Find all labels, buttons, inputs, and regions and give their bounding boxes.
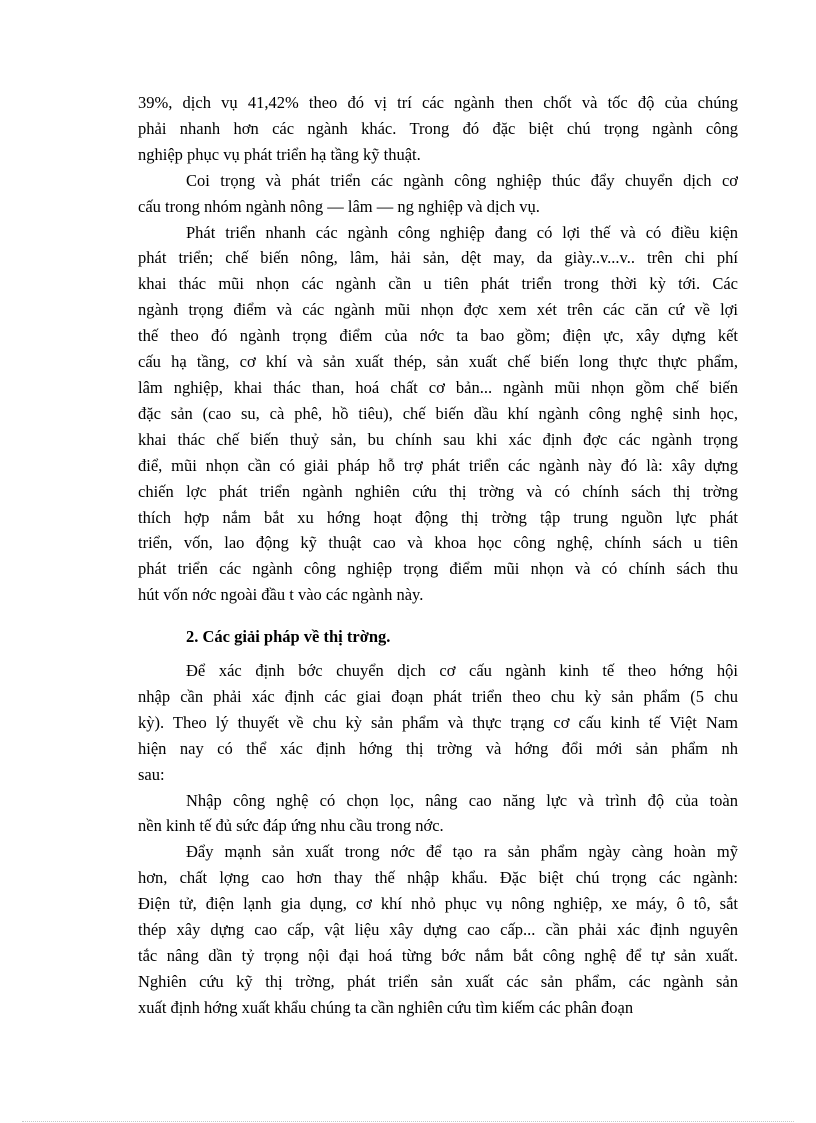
text-line: tắc nâng dần tỷ trọng nội đại hoá từng bớc nắm bắt công nghệ để tự sản xuất. — [138, 946, 738, 965]
text-line: cấu hạ tầng, cơ khí và sản xuất thép, sản xuất chế biến long thực thực phẩm, — [138, 352, 738, 372]
text-line: Nhập công nghệ có chọn lọc, nâng cao năng lực và trình độ của toàn — [186, 790, 738, 810]
text-line: ngành trọng điểm và các ngành mũi nhọn đợc xem xét trên các căn cứ về lợi — [138, 300, 738, 320]
text-line: đặc sản (cao su, cà phê, hồ tiêu), chế biến dầu khí ngành công nghệ sinh học, — [138, 403, 738, 423]
top-paragraphs — [138, 90, 738, 608]
text-line: điể, mũi nhọn cần có giải pháp hỗ trợ phát triển các ngành này đó là: xây dựng — [138, 455, 738, 475]
text-line: hiện nay có thể xác định hớng thị trờng và hớng đổi mới sản phẩm nh — [138, 738, 738, 758]
text-line: Phát triển nhanh các ngành công nghiệp đang có lợi thế và có điều kiện — [186, 222, 738, 242]
text-line: nền kinh tế đủ sức đáp ứng nhu cầu trong nớc. — [138, 816, 444, 836]
text-line: Điện tử, điện lạnh gia dụng, cơ khí nhỏ phục vụ nông nghiệp, xe máy, ô tô, sắt — [138, 894, 738, 914]
text-line: lâm nghiệp, khai thác than, hoá chất cơ bản... ngành mũi nhọn gồm chế biến — [138, 377, 738, 397]
document-body — [138, 90, 738, 1021]
page-bottom-divider — [22, 1121, 794, 1122]
text-line: sau: — [138, 764, 165, 784]
text-line: kỳ). Theo lý thuyết về chu kỳ sản phẩm và thực trạng cơ cấu kinh tế Việt Nam — [138, 712, 738, 732]
text-line: 39%, dịch vụ 41,42% theo đó vị trí các ngành then chốt và tốc độ của chúng — [138, 93, 738, 112]
text-line: hơn, chất lợng cao hơn thay thế nhập khẩu. Đặc biệt chú trọng các ngành: — [138, 868, 738, 888]
section-heading: 2. Các giải pháp về thị trờng. — [186, 627, 391, 647]
text-line: Để xác định bớc chuyển dịch cơ cấu ngành kinh tế theo hớng hội — [186, 661, 738, 681]
text-line: thích hợp nắm bắt xu hớng hoạt động thị trờng tập trung nguồn lực phát — [138, 507, 738, 527]
paragraph — [138, 90, 738, 168]
text-line: xuất định hớng xuất khẩu chúng ta cần nghiên cứu tìm kiếm các phân đoạn — [138, 997, 634, 1017]
text-line: hút vốn nớc ngoài đầu t vào các ngành này. — [138, 585, 424, 605]
text-line: Nghiên cứu kỹ thị trờng, phát triển sản xuất các sản phẩm, các ngành sản — [138, 971, 738, 991]
text-line: thế theo đó ngành trọng điểm của nớc ta bao gồm; điện ực, xây dựng kết — [138, 326, 738, 346]
text-line: triển, vốn, lao động kỹ thuật cao và khoa học công nghệ, chính sách u tiên — [138, 533, 738, 553]
text-line: cấu trong nhóm ngành nông — lâm — ng nghiệp và dịch vụ. — [138, 196, 540, 216]
text-line: Coi trọng và phát triển các ngành công nghiệp thúc đẩy chuyển dịch cơ — [186, 170, 738, 190]
paragraph — [138, 168, 738, 220]
paragraph — [138, 788, 738, 840]
text-line: nhập cần phải xác định các giai đoạn phát triển theo chu kỳ sản phẩm (5 chu — [138, 686, 738, 706]
text-line: khai thác chế biến thuỷ sản, bu chính sau khi xác định đợc các ngành trọng — [138, 429, 738, 449]
text-line: khai thác mũi nhọn các ngành cần u tiên phát triển trong thời kỳ tới. Các — [138, 274, 738, 294]
text-line: nghiệp phục vụ phát triển hạ tầng kỹ thuật. — [138, 144, 421, 164]
text-line: thép xây dựng cao cấp, vật liệu xây dựng cao cấp... cần phải xác định nguyên — [138, 920, 738, 940]
paragraph — [138, 220, 738, 609]
text-line: phải nhanh hơn các ngành khác. Trong đó đặc biệt chú trọng ngành công — [138, 118, 738, 138]
bottom-paragraphs — [138, 658, 738, 1021]
text-line: phát triển; chế biến nông, lâm, hải sản, dệt may, da giày..v...v.. trên chi phí — [138, 248, 738, 268]
paragraph — [138, 839, 738, 1020]
text-line: Đẩy mạnh sản xuất trong nớc để tạo ra sản phẩm ngày càng hoàn mỹ — [186, 842, 738, 862]
text-line: chiến lợc phát triển ngành nghiên cứu thị trờng và có chính sách thị trờng — [138, 481, 738, 501]
text-line: phát triển các ngành công nghiệp trọng điểm mũi nhọn và có chính sách thu — [138, 559, 738, 579]
paragraph — [138, 658, 738, 788]
